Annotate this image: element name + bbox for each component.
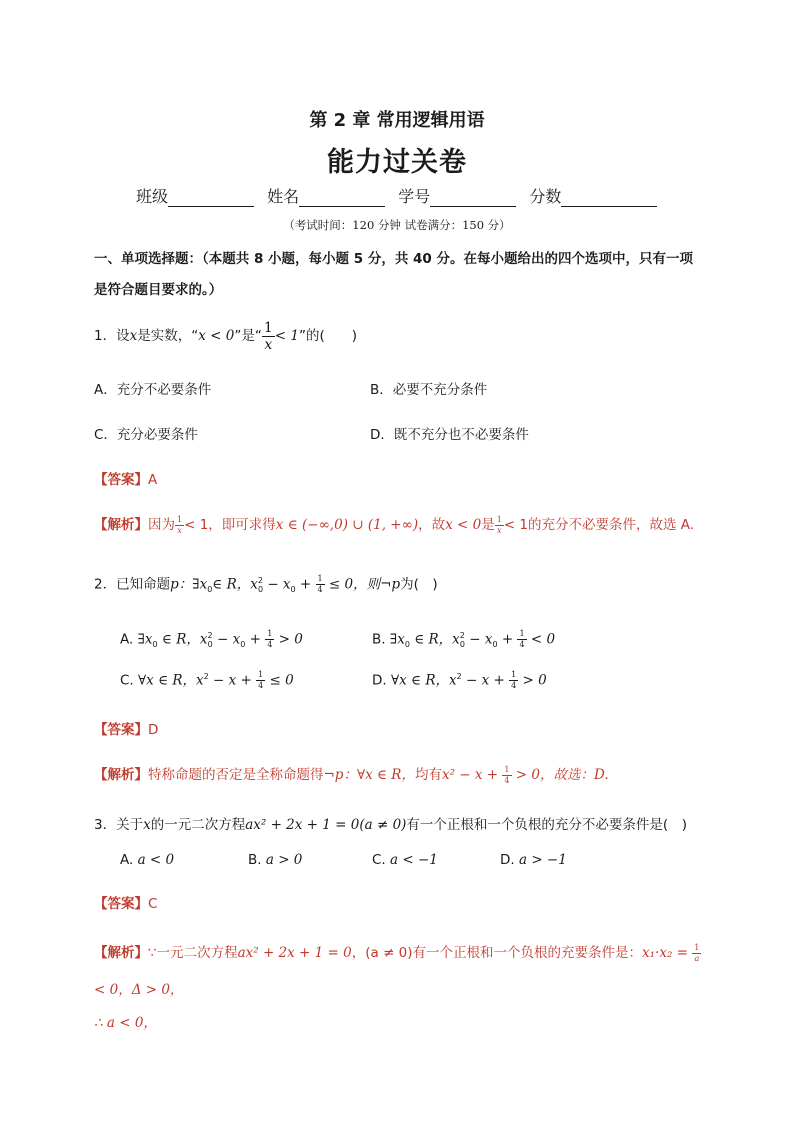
q2-option-d[interactable]: D. ∀x ∈ R，$x^2 - x$ + $\frac{1}{4}$ > 0 <box>372 670 547 690</box>
field-id-blank[interactable] <box>430 192 516 207</box>
q3-analysis-line2: < 0，Δ > 0， <box>94 982 184 998</box>
q2-stem: 2．已知命题p：$\exists x_0\in$ R，$x^2_0 - x_0$ + $\frac{1}{4}$ ≤ 0，则¬p为( ) <box>94 574 438 595</box>
q1-option-a[interactable]: A．充分不必要条件 <box>94 382 212 398</box>
exam-info: （考试时间：120 分钟 试卷满分：150 分） <box>283 218 511 232</box>
field-name-label: 姓名 <box>267 187 300 206</box>
q1-option-c[interactable]: C．充分必要条件 <box>94 427 198 443</box>
q2-option-c[interactable]: C. ∀x ∈ R，$x^2 - x$ + $\frac{1}{4}$ ≤ 0 <box>120 670 294 690</box>
q1-fraction: $\frac{1}{x}$ <box>263 319 273 353</box>
field-name-blank[interactable] <box>299 192 385 207</box>
page-title: 能力过关卷 <box>327 147 467 178</box>
field-score-label: 分数 <box>529 187 562 206</box>
q2-analysis: 【解析】特称命题的否定是全称命题得¬p：∀x ∈ R，均有x² − x + $\frac{1}{4}$ > 0，故选：D. <box>94 764 609 785</box>
field-score-blank[interactable] <box>561 192 657 207</box>
q2-answer: 【答案】D <box>94 722 159 738</box>
q2-option-a[interactable]: A. $\exists x_0$ ∈ R，$x^2_0 - x_0$ + $\frac{1}{4}$ > 0 <box>120 629 303 650</box>
q1-analysis: 【解析】因为 $\frac{1}{x}$ < 1，即可求得x ∈ (−∞,0) ∪ (1, +∞)，故x < 0是 $\frac{1}{x}$ < 1的充分不必要条件，故选 A. <box>94 514 695 535</box>
q1-stem: 1．设x是实数，“x < 0”是“ $\frac{1}{x}$ < 1”的( ) <box>94 319 357 353</box>
q3-analysis: 【解析】∵一元二次方程ax² + 2x + 1 = 0，(a ≠ 0)有一个正根和一个负根的充要条件是：x₁·x₂ = $\frac{1}{a}$ <box>94 942 700 963</box>
q3-option-d[interactable]: D. a > −1 <box>500 852 567 868</box>
section-heading-line2: 是符合题目要求的。） <box>94 282 223 298</box>
q3-option-a[interactable]: A. a < 0 <box>120 852 175 868</box>
field-class-label: 班级 <box>136 187 169 206</box>
section-heading-line1: 一、单项选择题：（本题共 8 小题，每小题 5 分，共 40 分。在每小题给出的四个选项中，只有一项 <box>94 251 694 267</box>
q3-stem: 3．关于x的一元二次方程ax² + 2x + 1 = 0(a ≠ 0)有一个正根和一个负根的充分不必要条件是( ) <box>94 817 687 833</box>
q2-option-b[interactable]: B. $\exists x_0$ ∈ R，$x^2_0 - x_0$ + $\frac{1}{4}$ < 0 <box>372 629 556 650</box>
q3-option-b[interactable]: B. a > 0 <box>248 852 303 868</box>
q3-answer: 【答案】C <box>94 896 158 912</box>
q1-option-b[interactable]: B．必要不充分条件 <box>370 382 488 398</box>
field-class-blank[interactable] <box>168 192 254 207</box>
q1-option-d[interactable]: D．既不充分也不必要条件 <box>370 427 529 443</box>
q3-option-c[interactable]: C. a < −1 <box>372 852 438 868</box>
chapter-title: 第 2 章 常用逻辑用语 <box>309 110 485 131</box>
q1-answer: 【答案】A <box>94 472 158 488</box>
q3-analysis-line3: ∴ a < 0， <box>94 1015 157 1031</box>
field-id-label: 学号 <box>398 187 431 206</box>
student-fields <box>136 184 657 207</box>
